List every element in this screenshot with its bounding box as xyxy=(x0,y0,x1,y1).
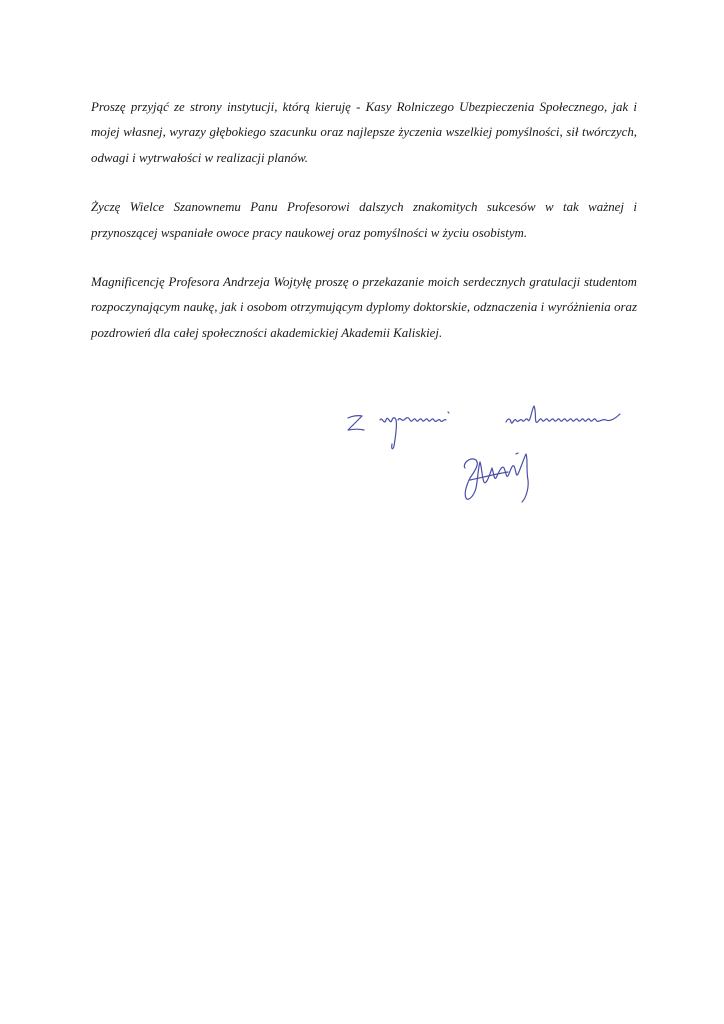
letter-body xyxy=(91,95,637,370)
signature-drawing xyxy=(330,398,640,518)
paragraph-3: Magnificencję Profesora Andrzeja Wojtyłę proszę o przekazanie moich serdecznych gratulacji studentom rozpoczynającym naukę, jak i osobom otrzymującym dyplomy doktorskie, odznaczenia i wyróżnienia oraz pozdrowień dla całej społeczności akademickiej Akademii Kaliskiej. xyxy=(91,275,637,340)
paragraph-2: Życzę Wielce Szanownemu Panu Profesorowi dalszych znakomitych sukcesów w tak ważnej i przynoszącej wspaniałe owoce pracy naukowej oraz pomyślności w życiu osobistym. xyxy=(91,200,637,240)
handwritten-signature xyxy=(330,398,640,518)
paragraph-1: Proszę przyjąć ze strony instytucji, którą kieruję - Kasy Rolniczego Ubezpieczenia Społecznego, jak i mojej własnej, wyrazy głębokiego szacunku oraz najlepsze życzenia wszelkiej pomyślności, sił twórczych, odwagi i wytrwałości w realizacji planów. xyxy=(91,100,637,165)
